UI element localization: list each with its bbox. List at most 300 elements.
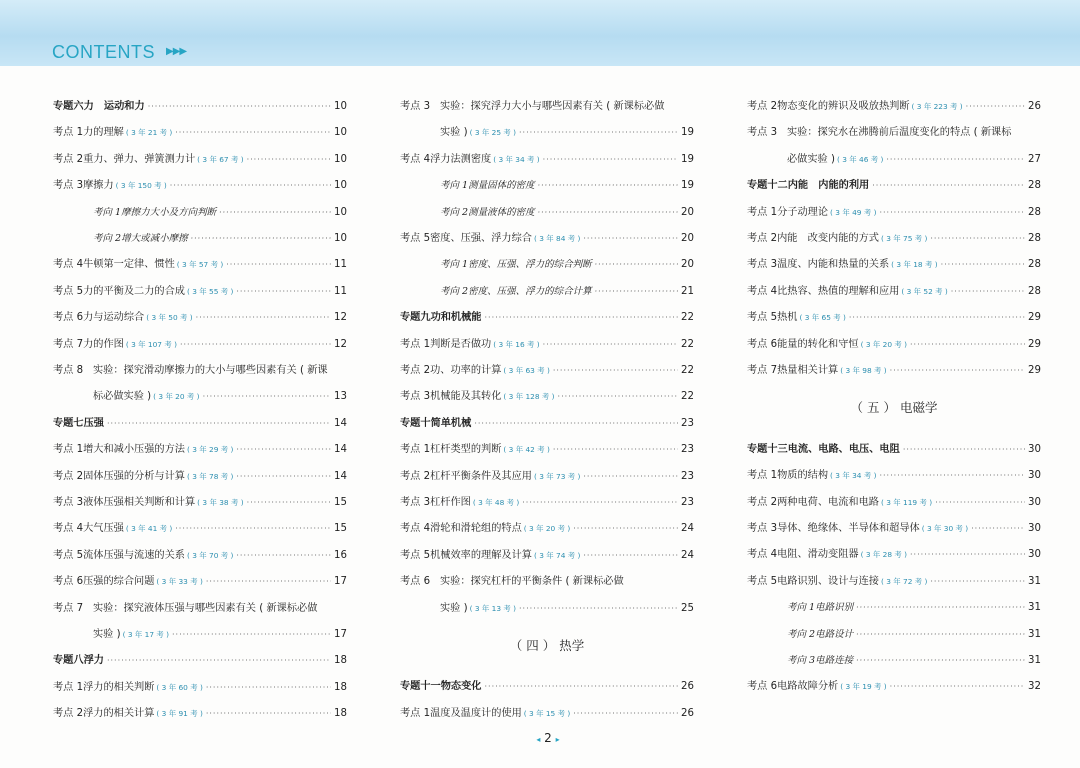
- entry-title: 测量固体的密度: [468, 180, 535, 192]
- dot-leader: [236, 440, 331, 460]
- exam-count-note: ( 3 年 65 考 ): [799, 313, 846, 323]
- page-ref: 29: [1028, 312, 1041, 324]
- entry-title: 电路连接: [815, 655, 854, 666]
- exam-count-note: ( 3 年 30 考 ): [921, 524, 969, 533]
- dot-leader: [519, 599, 678, 619]
- dot-leader: [219, 203, 331, 223]
- toc-entry[interactable]: [400, 335, 694, 355]
- dot-leader: [107, 651, 331, 671]
- page-ref: 10: [334, 101, 347, 112]
- entry-title: 实验 ): [440, 127, 468, 139]
- toc-subentry[interactable]: [93, 203, 347, 223]
- dot-leader: [935, 493, 1025, 513]
- entry-label: 考向 2: [440, 206, 469, 218]
- entry-title: 热机: [777, 312, 798, 324]
- dot-leader: [538, 176, 678, 196]
- entry-title: 力与运动综合: [83, 312, 145, 324]
- exam-count-note: ( 3 年 17 考 ): [122, 630, 169, 639]
- exam-count-note: ( 3 年 52 考 ): [901, 286, 948, 296]
- entry-title: 物质的结构: [777, 470, 829, 482]
- page-ref: 10: [334, 153, 347, 165]
- entry-label: 考点 1: [400, 707, 431, 719]
- page-ref: 22: [681, 391, 694, 403]
- toc-subentry[interactable]: [440, 176, 694, 196]
- entry-label: 考点 2: [747, 233, 778, 244]
- dot-leader: [522, 493, 678, 513]
- page-ref: 26: [681, 681, 694, 693]
- dot-leader: [583, 229, 678, 249]
- toc-entry[interactable]: [400, 387, 694, 407]
- page-ref: 24: [681, 523, 694, 535]
- dot-leader: [191, 229, 331, 249]
- exam-count-note: ( 3 年 55 考 ): [186, 286, 234, 296]
- entry-label: 考点 4: [747, 285, 778, 297]
- dot-leader: [879, 466, 1025, 486]
- dot-leader: [206, 704, 331, 724]
- dot-leader: [849, 308, 1025, 328]
- left-arrow-icon: ◂: [536, 735, 541, 744]
- toc-entry[interactable]: [53, 308, 347, 328]
- entry-title: 电路识别、设计与连接: [777, 575, 879, 587]
- toc-entry[interactable]: [440, 599, 694, 619]
- entry-title: 浮力法测密度: [430, 153, 492, 165]
- page-ref: 30: [1028, 443, 1041, 455]
- entry-label: 考点 1: [400, 338, 431, 350]
- toc-entry[interactable]: [747, 545, 1041, 565]
- entry-label: 考点 2: [53, 708, 84, 720]
- page-ref: 30: [1028, 470, 1041, 482]
- page-ref: 18: [334, 681, 347, 693]
- toc-topic-entry[interactable]: [400, 308, 694, 328]
- dot-leader: [930, 229, 1025, 249]
- entry-title: 实验：探究滑动摩擦力的大小与哪些因素有关 ( 新课: [93, 365, 328, 376]
- toc-topic-entry[interactable]: [747, 440, 1041, 460]
- exam-count-note: ( 3 年 67 考 ): [197, 154, 244, 164]
- entry-label: 考向 1: [93, 206, 122, 218]
- toc-subentry[interactable]: [440, 203, 694, 223]
- entry-label: 考点 2: [747, 496, 778, 508]
- entry-title: 实验：探究水在沸腾前后温度变化的特点 ( 新课标: [787, 127, 1012, 139]
- page-ref: 10: [334, 127, 347, 139]
- exam-count-note: ( 3 年 60 考 ): [156, 682, 203, 692]
- entry-title: 密度、压强、浮力综合: [430, 233, 532, 244]
- entry-label: 考点 1: [53, 444, 84, 456]
- entry-label: 考点 6: [747, 338, 778, 350]
- entry-label: 考点 3: [53, 497, 84, 508]
- entry-title: 杠杆作图: [430, 497, 471, 508]
- section-heading: （ 五 ） 电磁学: [850, 400, 938, 416]
- toc-subentry[interactable]: [787, 651, 1041, 671]
- toc-entry[interactable]: [53, 255, 347, 275]
- toc-subentry[interactable]: [787, 625, 1041, 645]
- exam-count-note: ( 3 年 20 考 ): [860, 339, 908, 349]
- exam-count-note: ( 3 年 42 考 ): [503, 445, 550, 455]
- exam-count-note: ( 3 年 78 考 ): [186, 471, 234, 481]
- dot-leader: [485, 677, 679, 697]
- dot-leader: [180, 335, 331, 355]
- entry-label: 考点 4: [747, 549, 778, 561]
- right-arrow-icon: ▸: [555, 735, 560, 744]
- page-ref: 31: [1028, 575, 1041, 587]
- exam-count-note: ( 3 年 150 考 ): [115, 181, 167, 191]
- entry-title: 增大和减小压强的方法: [83, 444, 185, 456]
- triple-arrow-icon: ▶▶▶: [166, 46, 187, 57]
- entry-label: 考点 5: [747, 312, 778, 324]
- toc-entry[interactable]: [400, 704, 694, 724]
- page-ref: 28: [1028, 259, 1041, 271]
- toc-subentry[interactable]: [440, 282, 694, 302]
- toc-entry[interactable]: [747, 493, 1041, 513]
- toc-entry[interactable]: [400, 467, 694, 487]
- toc-topic-entry[interactable]: [400, 414, 694, 434]
- entry-title: 简单机械: [430, 417, 472, 429]
- entry-title: 实验 ): [93, 629, 121, 640]
- exam-count-note: ( 3 年 84 考 ): [533, 234, 581, 243]
- entry-title: 机械能及其转化: [430, 391, 502, 403]
- entry-title: 力的作图: [83, 338, 124, 350]
- entry-label: 考点 3: [400, 101, 431, 112]
- exam-count-note: ( 3 年 25 考 ): [469, 128, 516, 138]
- page-ref: 31: [1028, 602, 1041, 614]
- entry-title: 大气压强: [83, 523, 124, 535]
- entry-title: 密度、压强、浮力的综合判断: [468, 259, 592, 271]
- entry-label: 专题九: [400, 312, 431, 324]
- entry-title: 必做实验 ): [787, 153, 835, 165]
- dot-leader: [903, 440, 1025, 460]
- page-ref: 18: [334, 708, 347, 720]
- dot-leader: [910, 335, 1025, 355]
- entry-label: 考点 5: [53, 549, 84, 561]
- dot-leader: [573, 704, 678, 724]
- entry-title: 增大或减小摩擦: [121, 233, 188, 244]
- entry-title: 分子动理论: [777, 206, 829, 218]
- exam-count-note: ( 3 年 75 考 ): [880, 234, 928, 243]
- entry-title: 导体、绝缘体、半导体和超导体: [777, 523, 920, 534]
- entry-label: 考点 5: [400, 233, 431, 244]
- entry-title: 内能 内能的利用: [787, 180, 870, 192]
- entry-label: 考向 2: [787, 628, 816, 640]
- page-ref: 11: [334, 259, 347, 271]
- toc-entry[interactable]: [747, 677, 1041, 697]
- entry-title: 杠杆平衡条件及其应用: [430, 470, 532, 482]
- dot-leader: [175, 123, 331, 143]
- toc-entry[interactable]: [53, 519, 347, 539]
- toc-entry[interactable]: [747, 519, 1041, 539]
- entry-title: 密度、压强、浮力的综合计算: [468, 285, 592, 297]
- page-ref: 23: [681, 417, 694, 429]
- dot-leader: [107, 414, 331, 434]
- toc-entry[interactable]: [400, 519, 694, 539]
- entry-title: 实验：探究杠杆的平衡条件 ( 新课标必做: [440, 576, 624, 588]
- entry-label: 考点 5: [400, 549, 431, 561]
- page-ref: 27: [1028, 153, 1041, 165]
- toc-topic-entry[interactable]: [53, 414, 347, 434]
- dot-leader: [971, 519, 1025, 539]
- page-ref: 30: [1028, 496, 1041, 508]
- entry-label: 考向 3: [787, 655, 816, 666]
- entry-title: 物态变化: [440, 681, 482, 693]
- exam-count-note: ( 3 年 28 考 ): [860, 550, 908, 560]
- entry-title: 电阻、滑动变阻器: [777, 549, 859, 561]
- dot-leader: [196, 308, 331, 328]
- dot-leader: [910, 545, 1025, 565]
- toc-entry[interactable]: [53, 493, 347, 513]
- toc-entry[interactable]: [787, 150, 1041, 170]
- toc-entry[interactable]: [747, 361, 1041, 381]
- entry-label: 考点 4: [53, 523, 84, 535]
- page-ref: 26: [681, 707, 694, 719]
- exam-count-note: ( 3 年 223 考 ): [911, 102, 963, 111]
- exam-count-note: ( 3 年 33 考 ): [156, 577, 203, 587]
- toc-entry[interactable]: [747, 123, 1041, 143]
- page-ref: 14: [334, 444, 347, 456]
- entry-label: 考点 2: [400, 365, 431, 376]
- entry-label: 专题七: [53, 417, 84, 429]
- toc-topic-entry[interactable]: [53, 97, 347, 117]
- toc-entry[interactable]: [53, 282, 347, 302]
- header-band: [0, 0, 1080, 66]
- entry-label: 考向 1: [440, 180, 469, 192]
- entry-title: 滑轮和滑轮组的特点: [430, 523, 522, 535]
- dot-leader: [890, 361, 1025, 381]
- toc-entry[interactable]: [747, 255, 1041, 275]
- exam-count-note: ( 3 年 98 考 ): [840, 366, 887, 375]
- page-ref: 31: [1028, 628, 1041, 640]
- dot-leader: [886, 150, 1025, 170]
- toc-entry[interactable]: [53, 176, 347, 196]
- entry-label: 考点 3: [400, 391, 431, 403]
- toc-entry[interactable]: [53, 335, 347, 355]
- entry-title: 电路设计: [815, 628, 854, 640]
- exam-count-note: ( 3 年 21 考 ): [125, 128, 173, 138]
- contents-title: CONTENTS: [52, 42, 155, 62]
- exam-count-note: ( 3 年 70 考 ): [186, 550, 234, 560]
- toc-entry[interactable]: [747, 282, 1041, 302]
- entry-title: 实验：探究浮力大小与哪些因素有关 ( 新课标必做: [440, 101, 665, 112]
- toc-subentry[interactable]: [440, 255, 694, 275]
- page-ref: 11: [334, 285, 347, 297]
- toc-entry[interactable]: [53, 599, 347, 619]
- dot-leader: [872, 176, 1025, 196]
- entry-title: 物态变化的辨识及吸放热判断: [777, 101, 910, 112]
- exam-count-note: ( 3 年 41 考 ): [125, 524, 173, 534]
- entry-label: 考点 3: [400, 497, 431, 508]
- page-ref: 13: [334, 391, 347, 403]
- entry-title: 两种电荷、电流和电路: [777, 496, 879, 508]
- entry-title: 力的理解: [83, 127, 124, 139]
- toc-entry[interactable]: [53, 467, 347, 487]
- page-ref: 22: [681, 338, 694, 350]
- entry-title: 标必做实验 ): [93, 391, 152, 403]
- exam-count-note: ( 3 年 29 考 ): [186, 445, 234, 455]
- toc-entry[interactable]: [53, 546, 347, 566]
- page-ref: 19: [681, 180, 694, 192]
- toc-entry[interactable]: [747, 572, 1041, 592]
- dot-leader: [543, 150, 678, 170]
- exam-count-note: ( 3 年 13 考 ): [469, 603, 516, 613]
- entry-title: 功和机械能: [430, 312, 482, 324]
- toc-entry[interactable]: [400, 546, 694, 566]
- dot-leader: [573, 519, 678, 539]
- entry-label: 考点 7: [53, 602, 84, 614]
- exam-count-note: ( 3 年 20 考 ): [523, 524, 571, 534]
- toc-topic-entry[interactable]: [400, 677, 694, 697]
- exam-count-note: ( 3 年 20 考 ): [153, 392, 200, 402]
- toc-entry[interactable]: [747, 308, 1041, 328]
- exam-count-note: ( 3 年 19 考 ): [840, 682, 887, 692]
- dot-leader: [951, 282, 1025, 302]
- entry-label: 考点 6: [400, 576, 431, 588]
- toc-entry[interactable]: [93, 625, 347, 645]
- toc-entry[interactable]: [400, 150, 694, 170]
- toc-entry[interactable]: [53, 678, 347, 698]
- dot-leader: [485, 308, 679, 328]
- entry-title: 浮力: [83, 655, 104, 667]
- dot-leader: [856, 625, 1025, 645]
- page-ref: 29: [1028, 338, 1041, 350]
- dot-leader: [172, 625, 331, 645]
- toc-entry[interactable]: [440, 123, 694, 143]
- entry-label: 考点 6: [53, 576, 84, 588]
- entry-label: 专题六: [53, 101, 84, 112]
- entry-label: 考点 4: [400, 153, 431, 165]
- entry-title: 能量的转化和守恒: [777, 338, 859, 350]
- exam-count-note: ( 3 年 18 考 ): [891, 260, 938, 270]
- page-ref: 23: [681, 497, 694, 508]
- page-ref: 19: [681, 153, 694, 165]
- page-ref: 30: [1028, 523, 1041, 534]
- entry-title: 固体压强的分析与计算: [83, 470, 185, 482]
- dot-leader: [930, 572, 1025, 592]
- toc-entry[interactable]: [747, 335, 1041, 355]
- entry-label: 专题十: [400, 417, 431, 429]
- toc-subentry[interactable]: [93, 229, 347, 249]
- entry-label: 考点 4: [53, 259, 84, 271]
- entry-title: 力 运动和力: [83, 101, 145, 112]
- dot-leader: [247, 150, 331, 170]
- exam-count-note: ( 3 年 72 考 ): [880, 576, 928, 586]
- entry-title: 摩擦力大小及方向判断: [121, 206, 217, 218]
- entry-label: 考点 2: [53, 153, 84, 165]
- page-ref: 28: [1028, 285, 1041, 297]
- dot-leader: [553, 361, 678, 381]
- page-ref: 24: [681, 549, 694, 561]
- page-ref: 10: [334, 180, 347, 192]
- entry-label: 考点 1: [53, 127, 84, 139]
- page-number-text: 2: [544, 731, 552, 745]
- toc-topic-entry[interactable]: [747, 176, 1041, 196]
- entry-label: 专题十一: [400, 681, 441, 693]
- page-ref: 14: [334, 470, 347, 482]
- dot-leader: [553, 440, 678, 460]
- page-ref: 31: [1028, 655, 1041, 666]
- exam-count-note: ( 3 年 91 考 ): [156, 709, 203, 719]
- exam-count-note: ( 3 年 49 考 ): [830, 207, 877, 217]
- toc-entry[interactable]: [53, 440, 347, 460]
- page-ref: 17: [334, 576, 347, 588]
- entry-title: 压强的综合问题: [83, 576, 155, 588]
- entry-label: 考点 2: [53, 470, 84, 482]
- toc-entry[interactable]: [400, 97, 694, 117]
- exam-count-note: ( 3 年 57 考 ): [176, 260, 224, 270]
- page-ref: 10: [334, 233, 347, 244]
- dot-leader: [206, 678, 331, 698]
- page-ref: 22: [681, 365, 694, 376]
- toc-entry[interactable]: [400, 361, 694, 381]
- toc-entry[interactable]: [747, 203, 1041, 223]
- toc-topic-entry[interactable]: [53, 651, 347, 671]
- exam-count-note: ( 3 年 74 考 ): [533, 550, 581, 560]
- entry-label: 专题十二: [747, 180, 788, 192]
- toc-entry[interactable]: [53, 572, 347, 592]
- toc-entry[interactable]: [747, 229, 1041, 249]
- entry-label: 考向 2: [93, 233, 122, 244]
- page-ref: 15: [334, 523, 347, 535]
- toc-entry[interactable]: [53, 361, 347, 381]
- entry-label: 考点 3: [747, 127, 778, 139]
- entry-title: 温度及温度计的使用: [430, 707, 522, 719]
- entry-title: 力的平衡及二力的合成: [83, 285, 185, 297]
- entry-title: 流体压强与流速的关系: [83, 549, 185, 561]
- page-ref: 28: [1028, 206, 1041, 218]
- page-ref: 10: [334, 206, 347, 218]
- toc-entry[interactable]: [93, 387, 347, 407]
- entry-title: 杠杆类型的判断: [430, 444, 502, 456]
- entry-title: 实验 ): [440, 602, 468, 614]
- entry-label: 专题八: [53, 655, 84, 667]
- toc-entry[interactable]: [747, 466, 1041, 486]
- toc-entry[interactable]: [400, 440, 694, 460]
- toc-entry[interactable]: [400, 229, 694, 249]
- toc-entry[interactable]: [53, 150, 347, 170]
- dot-leader: [203, 387, 331, 407]
- page-ref: 29: [1028, 365, 1041, 376]
- page-ref: 17: [334, 629, 347, 640]
- dot-leader: [558, 387, 679, 407]
- entry-label: 考点 2: [400, 470, 431, 482]
- exam-count-note: ( 3 年 15 考 ): [523, 708, 571, 718]
- entry-label: 考点 8: [53, 365, 84, 376]
- entry-label: 考点 1: [747, 470, 778, 482]
- entry-label: 考点 5: [747, 575, 778, 587]
- dot-leader: [519, 123, 678, 143]
- entry-title: 浮力的相关判断: [83, 681, 155, 693]
- dot-leader: [583, 546, 678, 566]
- dot-leader: [236, 546, 331, 566]
- toc-subentry[interactable]: [787, 598, 1041, 618]
- exam-count-note: ( 3 年 73 考 ): [533, 471, 581, 481]
- entry-label: 考点 5: [53, 285, 84, 297]
- dot-leader: [170, 176, 331, 196]
- toc-entry[interactable]: [400, 572, 694, 592]
- entry-label: 考点 1: [747, 206, 778, 218]
- exam-count-note: ( 3 年 50 考 ): [146, 313, 193, 323]
- toc-entry[interactable]: [53, 123, 347, 143]
- entry-label: 考点 6: [53, 312, 84, 324]
- entry-label: 考点 7: [747, 365, 778, 376]
- dot-leader: [941, 255, 1025, 275]
- toc-entry[interactable]: [747, 97, 1041, 117]
- page-ref: 20: [681, 259, 694, 271]
- page-ref: 12: [334, 338, 347, 350]
- exam-count-note: ( 3 年 34 考 ): [830, 471, 877, 481]
- dot-leader: [206, 572, 331, 592]
- page-ref: 22: [681, 312, 694, 324]
- page-ref: 30: [1028, 549, 1041, 561]
- dot-leader: [236, 282, 331, 302]
- toc-entry[interactable]: [400, 493, 694, 513]
- toc-entry[interactable]: [53, 704, 347, 724]
